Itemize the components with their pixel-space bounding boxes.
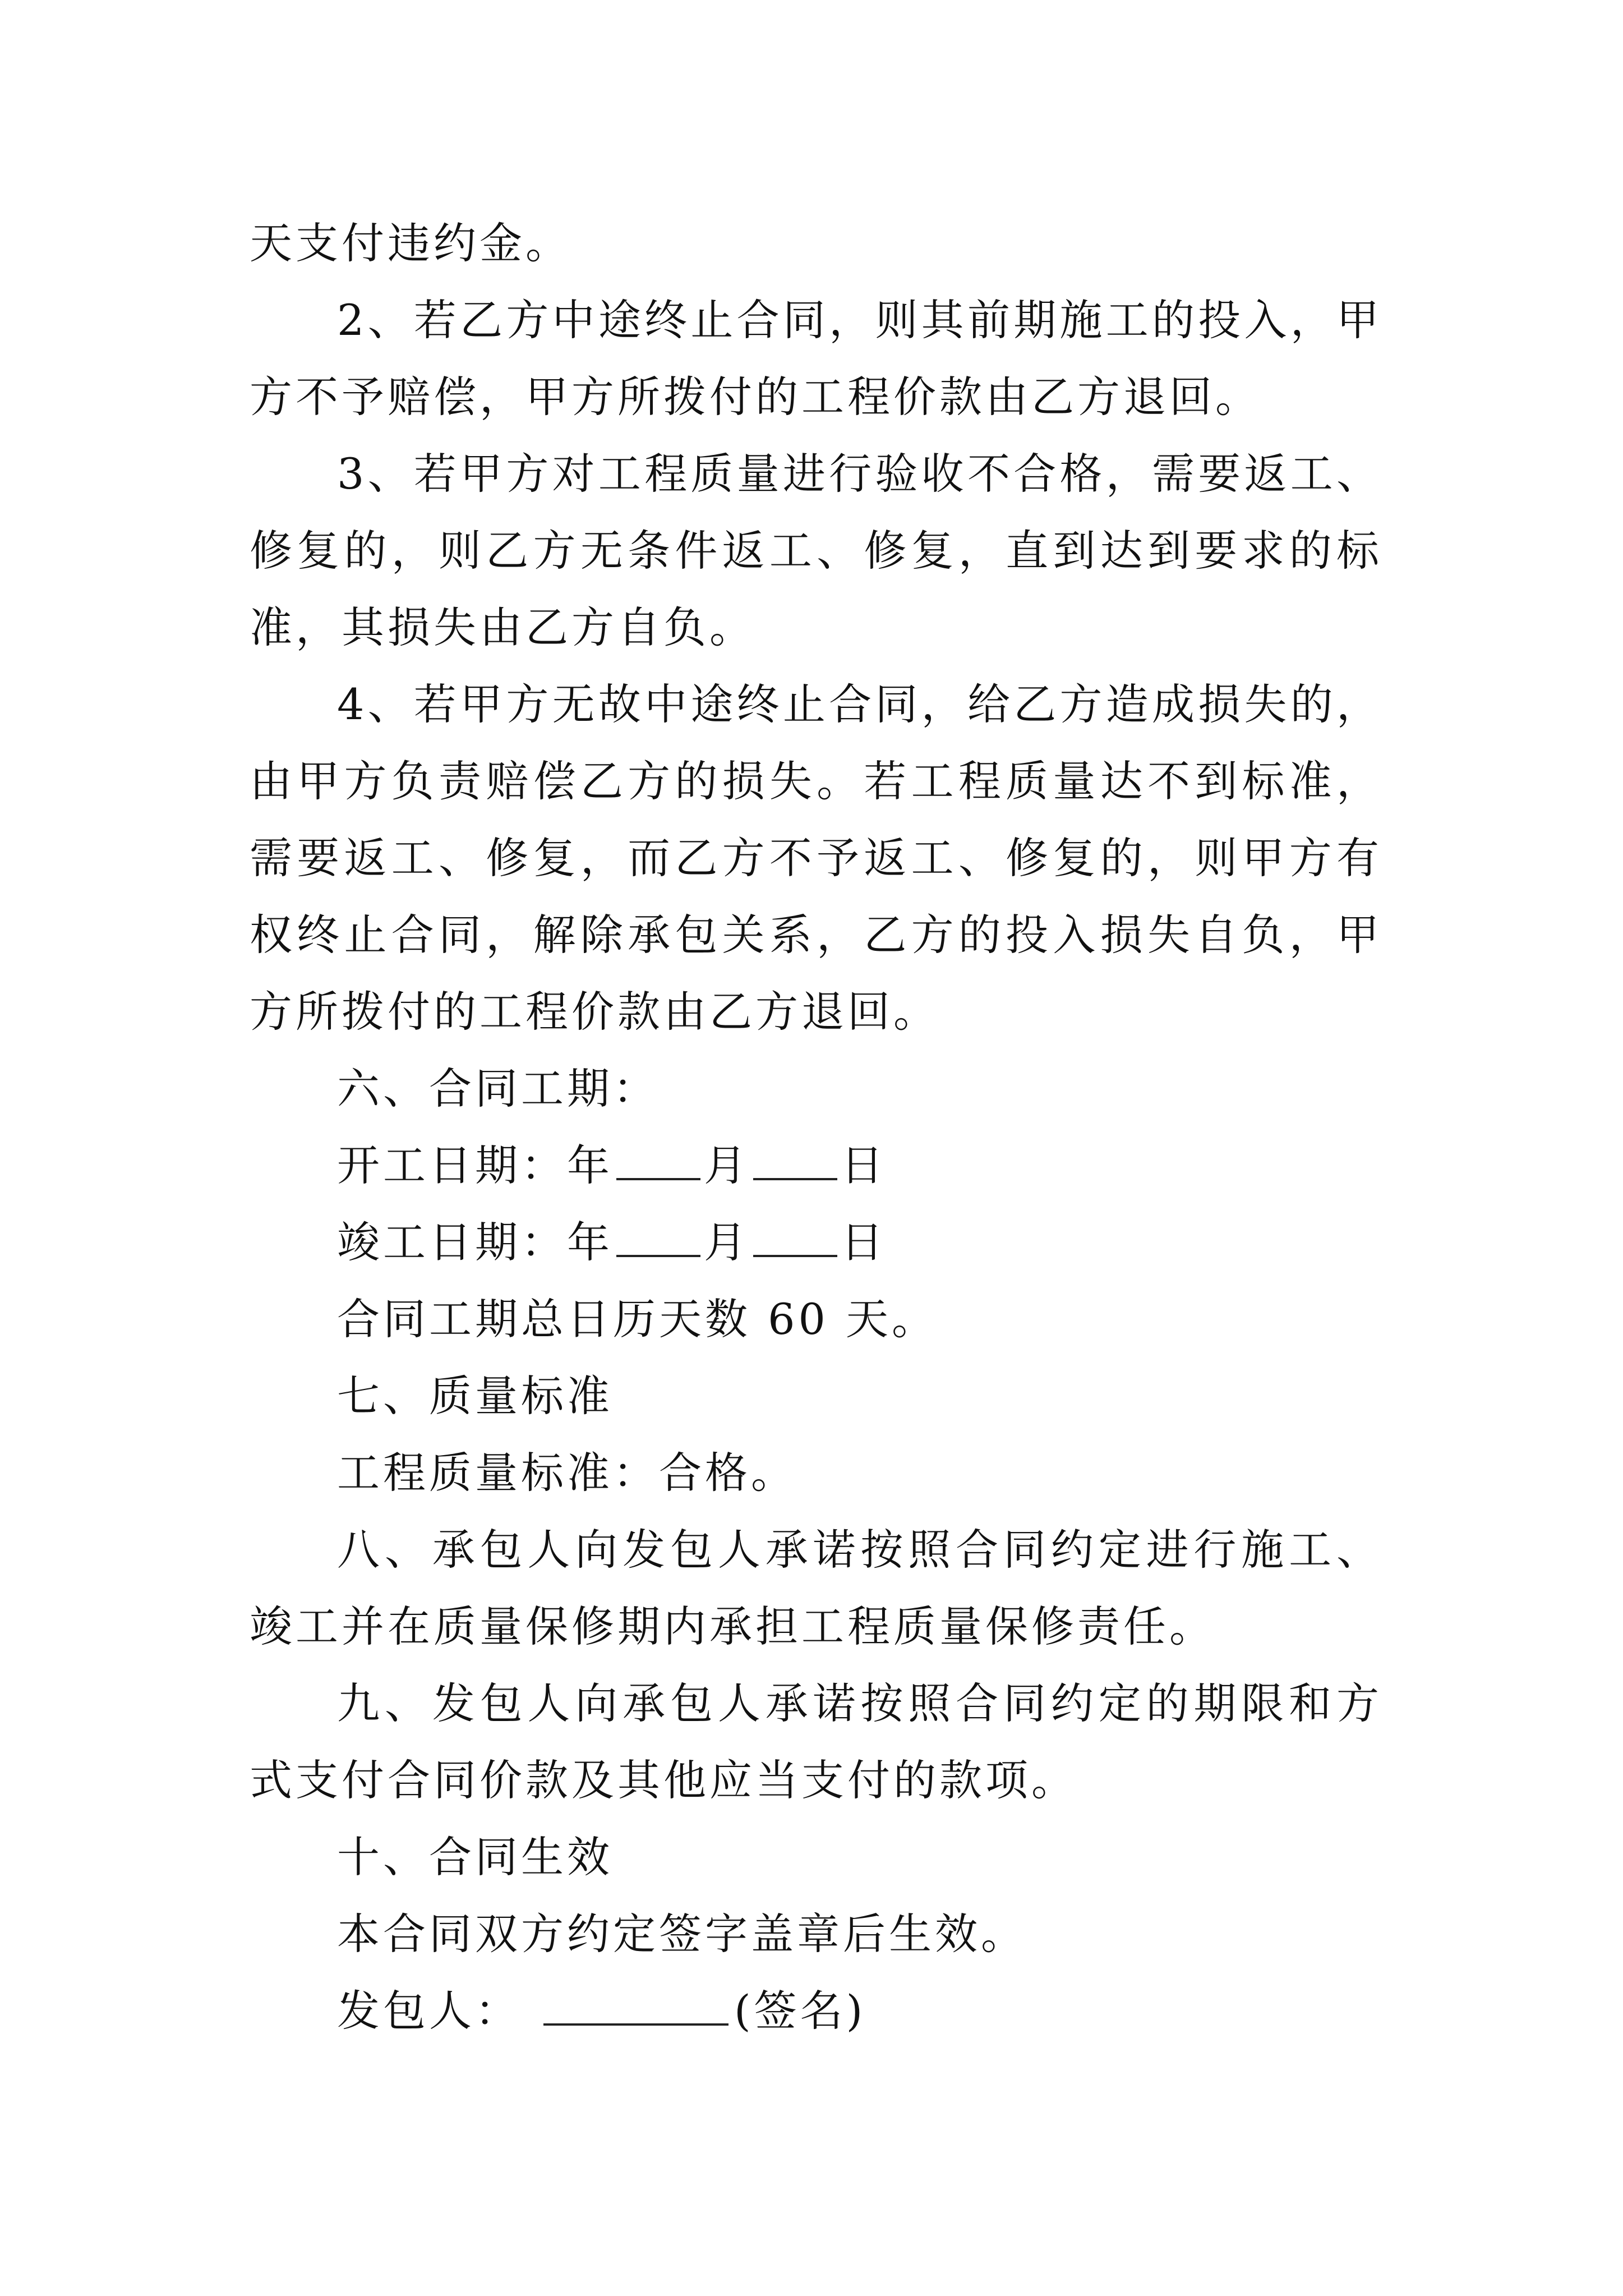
paragraph-clause-2: 2、若乙方中途终止合同，则其前期施工的投入，甲方不予赔偿，甲方所拨付的工程价款由乙方退回。 <box>250 295 1382 422</box>
paragraph-contractor-promise: 八、承包人向发包人承诺按照合同约定进行施工、竣工并在质量保修期内承担工程质量保修责任。 <box>250 1525 1382 1651</box>
signature-suffix: (签名) <box>734 1986 866 2036</box>
signature-blank <box>543 1983 728 2026</box>
paragraph-clause-3: 3、若甲方对工程质量进行验收不合格，需要返工、修复的，则乙方无条件返工、修复，直到达到要求的标准，其损失由乙方自负。 <box>250 449 1382 652</box>
start-date-label: 开工日期： <box>337 1140 567 1190</box>
end-date-line <box>250 1204 1382 1281</box>
start-date-month-unit: 月 <box>704 1140 750 1190</box>
paragraph-employer-promise: 九、发包人向承包人承诺按照合同约定的期限和方式支付合同价款及其他应当支付的款项。 <box>250 1678 1382 1805</box>
end-date-day-unit: 日 <box>841 1217 887 1267</box>
document-body <box>250 205 1382 2049</box>
start-date-month-blank <box>616 1138 700 1180</box>
signature-line <box>250 1972 1382 2049</box>
start-date-day-unit: 日 <box>841 1140 887 1190</box>
end-date-month-blank <box>616 1214 700 1257</box>
paragraph-total-days: 合同工期总日历天数 60 天。 <box>337 1294 938 1344</box>
start-date-year-unit: 年 <box>567 1140 613 1190</box>
paragraph-effectiveness: 本合同双方约定签字盖章后生效。 <box>337 1909 1027 1959</box>
section-heading-contract-period: 六、合同工期： <box>337 1064 659 1114</box>
paragraph-penalty-continuation: 天支付违约金。 <box>250 218 571 268</box>
signature-label: 发包人： <box>337 1986 521 2036</box>
end-date-label: 竣工日期： <box>337 1217 567 1267</box>
end-date-year-unit: 年 <box>567 1217 613 1267</box>
start-date-line <box>250 1127 1382 1204</box>
paragraph-quality-standard: 工程质量标准：合格。 <box>337 1448 797 1498</box>
end-date-day-blank <box>753 1214 837 1257</box>
section-heading-quality: 七、质量标准 <box>337 1371 613 1421</box>
end-date-month-unit: 月 <box>704 1217 750 1267</box>
paragraph-clause-4: 4、若甲方无故中途终止合同，给乙方造成损失的，由甲方负责赔偿乙方的损失。若工程质量达不到标准，需要返工、修复，而乙方不予返工、修复的，则甲方有权终止合同，解除承包关系，乙方的投入损失自负，甲方所拨付的工程价款由乙方退回。 <box>250 679 1382 1037</box>
section-heading-effectiveness: 十、合同生效 <box>337 1832 613 1882</box>
start-date-day-blank <box>753 1138 837 1180</box>
